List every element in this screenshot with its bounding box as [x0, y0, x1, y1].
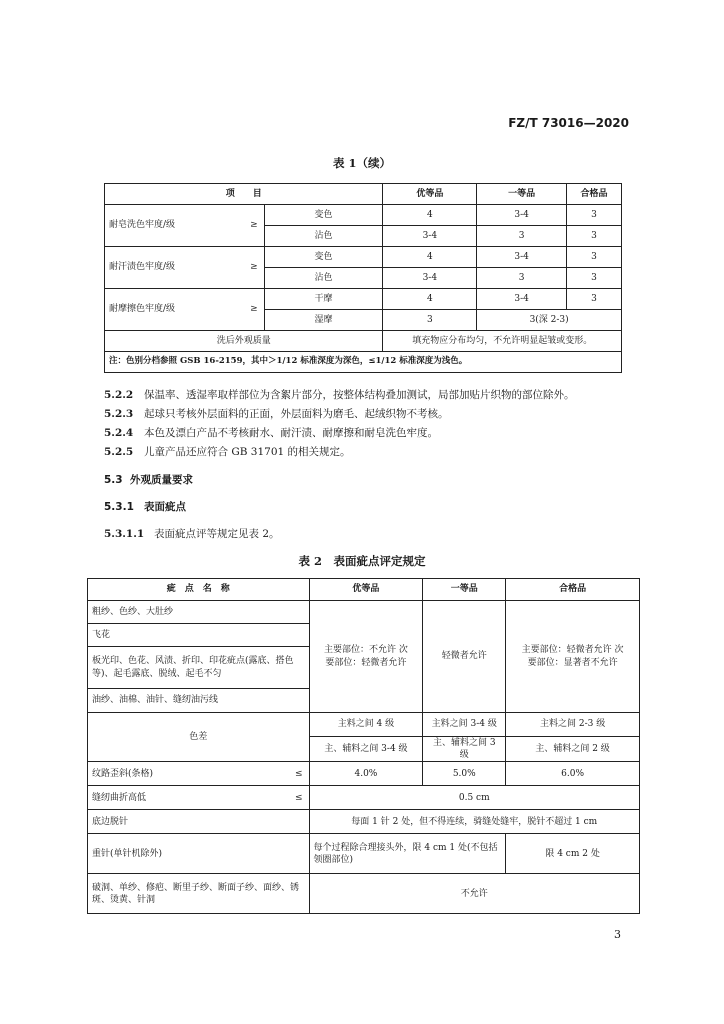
table-row	[105, 289, 622, 310]
table2	[87, 578, 640, 914]
t1-note: 注：色别分档参照 GSB 16-2159，其中＞1/12 标准深度为深色，≤1/12 标准深度为浅色。	[105, 352, 622, 373]
t2-item: 飞花	[88, 624, 310, 647]
t1-sub: 沾色	[264, 268, 383, 289]
t2-cell: 主、辅料之间 2 级	[506, 737, 640, 762]
t2-cell: 4.0%	[309, 762, 423, 786]
table1-header-row	[105, 184, 622, 205]
table-row	[105, 247, 622, 268]
t1-cell: 3	[567, 268, 622, 289]
t1-header-item: 项 目	[105, 184, 383, 205]
t2-group-v3: 主要部位：轻微者允许 次要部位：显著者不允许	[506, 601, 640, 713]
t2-color-label: 色差	[88, 713, 310, 762]
table-row	[105, 331, 622, 352]
t2-cell: 6.0%	[506, 762, 640, 786]
t2-header-first: 一等品	[423, 579, 506, 601]
para-5-2-2: 5.2.2 保温率、透湿率取样部位为含絮片部分，按整体结构叠加测试，局部加贴片织物的部位除外。	[104, 389, 575, 401]
t2-edge-label: 底边脱针	[88, 810, 310, 834]
t1-header-first: 一等品	[477, 184, 567, 205]
t2-cell: 主料之间 3-4 级	[423, 713, 506, 737]
t1-cell: 4	[383, 247, 477, 268]
t1-sub: 变色	[264, 247, 383, 268]
t2-group-v1: 主要部位：不允许 次要部位：轻微者允许	[309, 601, 423, 713]
t2-holes-label: 破洞、单纱、修疤、断里子纱、断面子纱、面纱、锈斑、烫黄、针洞	[88, 874, 310, 914]
page-number: 3	[614, 928, 621, 941]
t2-cell: 5.0%	[423, 762, 506, 786]
t1-cell: 3-4	[477, 247, 567, 268]
table-row	[88, 601, 640, 624]
t2-item: 粗纱、色纱、大肚纱	[88, 601, 310, 624]
table-row	[105, 205, 622, 226]
para-5-2-4: 5.2.4 本色及漂白产品不考核耐水、耐汗渍、耐摩擦和耐皂洗色牢度。	[104, 427, 438, 439]
t1-cell: 3	[567, 289, 622, 310]
t1-cell: 3	[383, 310, 477, 331]
para-5-3-1-1: 5.3.1.1 表面疵点评等规定见表 2。	[104, 528, 280, 540]
t2-header-item: 疵 点 名 称	[88, 579, 310, 601]
t2-item: 板光印、色花、风渍、折印、印花疵点(露底、搭色等)、起毛露底、脱绒、起毛不匀	[88, 647, 310, 689]
t1-item-sweat: 耐汗渍色牢度/级 ≥	[105, 247, 265, 289]
t1-cell: 3	[567, 205, 622, 226]
t1-wash-value: 填充物应分布均匀，不允许明显起皱或变形。	[383, 331, 622, 352]
t2-item: 油纱、油棉、油针、缝纫油污线	[88, 689, 310, 713]
t1-cell: 3(深 2-3)	[477, 310, 622, 331]
table-row	[88, 810, 640, 834]
t2-skew-label: 纹路歪斜(条格) ≤	[88, 762, 310, 786]
t2-cell: 不允许	[309, 874, 639, 914]
t2-cell: 主、辅料之间 3 级	[423, 737, 506, 762]
t1-item-rub: 耐摩擦色牢度/级 ≥	[105, 289, 265, 331]
t1-cell: 3-4	[383, 268, 477, 289]
table2-caption: 表 2 表面疵点评定规定	[298, 554, 426, 568]
t1-header-excellent: 优等品	[383, 184, 477, 205]
t2-cell: 主料之间 4 级	[309, 713, 423, 737]
t1-header-qualified: 合格品	[567, 184, 622, 205]
t2-header-qualified: 合格品	[506, 579, 640, 601]
table2-header-row	[88, 579, 640, 601]
t2-needle-label: 重针(单针机除外)	[88, 834, 310, 874]
table-row	[88, 786, 640, 810]
table-row	[88, 762, 640, 786]
section-5-3-heading: 5.3 外观质量要求	[104, 474, 193, 486]
t1-wash-label: 洗后外观质量	[105, 331, 383, 352]
t1-cell: 3	[567, 247, 622, 268]
t2-seam-label: 缝纫曲折高低 ≤	[88, 786, 310, 810]
t1-cell: 3	[477, 268, 567, 289]
t1-sub: 沾色	[264, 226, 383, 247]
t2-header-excellent: 优等品	[309, 579, 423, 601]
table-row	[88, 874, 640, 914]
t1-cell: 4	[383, 289, 477, 310]
section-5-3-1-heading: 5.3.1 表面疵点	[104, 501, 186, 513]
table-row	[105, 352, 622, 373]
t2-cell: 每个过程除合理接头外，限 4 cm 1 处(不包括领圈部位)	[309, 834, 506, 874]
t2-cell: 限 4 cm 2 处	[506, 834, 640, 874]
t1-sub: 湿摩	[264, 310, 383, 331]
t1-sub: 干摩	[264, 289, 383, 310]
t2-cell: 每面 1 针 2 处，但不得连续，骑缝处缝牢，脱针不超过 1 cm	[309, 810, 639, 834]
t2-cell: 0.5 cm	[309, 786, 639, 810]
para-5-2-3: 5.2.3 起球只考核外层面料的正面，外层面料为磨毛、起绒织物不考核。	[104, 408, 449, 420]
t1-cell: 3	[567, 226, 622, 247]
table1	[104, 183, 622, 373]
table-row	[88, 713, 640, 737]
t1-cell: 3-4	[383, 226, 477, 247]
t2-cell: 主、辅料之间 3-4 级	[309, 737, 423, 762]
standard-number: FZ/T 73016—2020	[508, 116, 629, 130]
t1-item-soap: 耐皂洗色牢度/级 ≥	[105, 205, 265, 247]
t1-sub: 变色	[264, 205, 383, 226]
table1-caption: 表 1（续）	[332, 156, 391, 170]
t1-cell: 3	[477, 226, 567, 247]
para-5-2-5: 5.2.5 儿童产品还应符合 GB 31701 的相关规定。	[104, 446, 351, 458]
t1-cell: 3-4	[477, 205, 567, 226]
t1-cell: 3-4	[477, 289, 567, 310]
t2-group-v2: 轻微者允许	[423, 601, 506, 713]
table-row	[88, 834, 640, 874]
t2-cell: 主料之间 2-3 级	[506, 713, 640, 737]
t1-cell: 4	[383, 205, 477, 226]
